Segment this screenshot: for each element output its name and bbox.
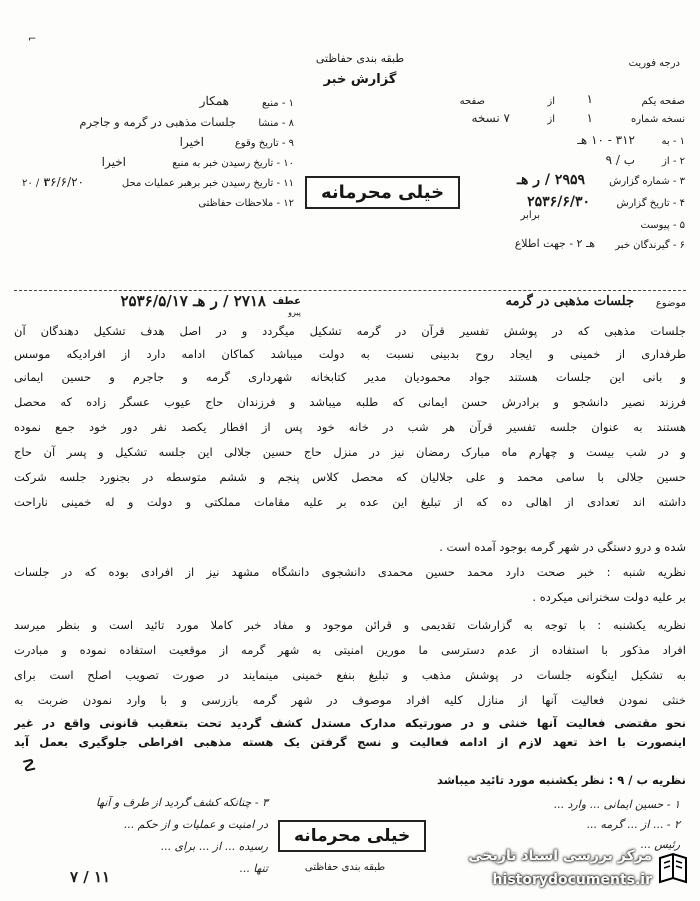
subject-value: جلسات مذهبی در گرمه xyxy=(505,294,634,309)
watermark-url: historydocuments.ir xyxy=(492,872,652,888)
body-line: داشته اند تعدادی از اهالی ده که از تبلیغ این عده بر علیه مقامات مملکتی و دولت و له خمینی ناراحت xyxy=(14,495,686,509)
source-field: ۱ - منبع همکار xyxy=(199,94,294,109)
urgency-label: درجه فوریت xyxy=(628,58,680,69)
handwritten-note-right: ۲ - ... از ... گرمه ... xyxy=(586,818,680,831)
occurrence-date-field: ۹ - تاریخ وقوع اخیرا xyxy=(179,135,294,149)
reference-sub-label: پیرو xyxy=(288,308,301,317)
body-line: فرزند نصیر دانشجو و برادرش حسن ایمانی که طلبه میباشد و فرزندان حاج عیوب عسگر زاده که محصل xyxy=(14,395,686,409)
body-line: و بانی این جلسات هستند جواد محمودیان مدیر کتابخانه شهرداری گرمه و جاجرم و حسین ایمانی xyxy=(14,370,686,384)
handwritten-note-right: رئیس ... xyxy=(640,838,680,851)
watermark-org: مرکز بررسی اسناد تاریخی xyxy=(468,848,652,864)
opinion-sunday-cont: افراد مذکور با استفاده از عدم دسترسی ما مورین امنیتی به شهر گرمه از موقعیت استفاده نموده و مبادرت xyxy=(14,643,686,657)
handwritten-signature: ☡ xyxy=(22,756,37,775)
watermark xyxy=(420,846,690,896)
bottom-classification-stamp: خیلی محرمانه xyxy=(278,820,426,852)
handwritten-note-left: رسیده ... از ... برای ... xyxy=(160,840,268,853)
reference-value: ۲۷۱۸ / ر هـ ۲۵۳۶/۵/۱۷ xyxy=(120,292,266,310)
copy-number-field: نسخه شماره ۱ از ۷ نسخه xyxy=(471,111,685,125)
subject-row xyxy=(14,292,686,316)
source-receipt-date-field: ۱۰ - تاریخ رسیدن خبر به منبع اخیرا xyxy=(101,155,294,169)
to-field: ۱ - به ۳۱۲ - ۱۰ هـ xyxy=(577,133,685,147)
security-notes-field: ۱۲ - ملاحظات حفاظتی xyxy=(198,198,294,209)
handwritten-note-left: در امنیت و عملیات و از حکم ... xyxy=(123,818,268,831)
watermark-book-icon xyxy=(656,850,690,888)
report-number-field: ۳ - شماره گزارش ۲۹۵۹ / ر هـ xyxy=(516,172,685,188)
classification-label: طبقه بندی حفاظتی xyxy=(315,52,405,65)
opinion-sunday-cont: اینصورت با اخذ تعهد لازم از ادامه فعالیت و نسج گرفتن یک هسته مذهبی افراطی جلوگیری بعمل آید xyxy=(14,735,686,749)
top-classification-stamp: خیلی محرمانه xyxy=(305,176,460,209)
body-line: و در شب بیست و چهارم ماه مبارک رمضان نیز در منزل حاج حسین جلالی این جلسه تشکیل و پسر آن حاج xyxy=(14,445,686,459)
report-date-field: ۴ - تاریخ گزارش ۲۵۳۶/۶/۳۰ xyxy=(527,194,685,210)
body-line: حسین جلالی با سامی محمد و علی جلالیان که محصل کلاس پنجم و ششم متوسطه در بجنورد جلسه شرکت xyxy=(14,470,686,484)
handwritten-number: ۷ / ۱۱ xyxy=(70,868,111,886)
body-line: جلسات مذهبی که در پوشش تفسیر قرآن در گرمه تشکیل میگردد و در اصل هدف تشکیل دهندگان آن xyxy=(14,324,686,338)
corner-fold-mark: ⌐ xyxy=(28,34,37,45)
side-note: برابر xyxy=(520,210,540,221)
handler-receipt-date-field: ۱۱ - تاریخ رسیدن خبر برهبر عملیات محل ۳۶/۶/۲۰ xyxy=(43,175,294,189)
attachment-field: ۵ - پیوست برابر xyxy=(520,210,685,231)
report-title: گزارش خبر xyxy=(323,72,397,87)
opinion-sunday-cont: نحو مقتضی فعالیت آنها خنثی و در صورتیکه مدارک مستدل کشف گردید تحت بتعقیب قانونی واقع در غیر xyxy=(14,716,686,730)
body-line: هستند به عنوان جلسه تفسیر قرآن هر شب در خانه خود پس از افطار یکصد نفر دور خود جمع نموده xyxy=(14,420,686,434)
recipients-field: ۶ - گیرندگان خبر هـ ۲ - جهت اطلاع xyxy=(514,237,685,251)
from-field: ۲ - از ب / ۹ xyxy=(605,153,685,167)
reference-label: عطف xyxy=(272,296,301,307)
bottom-classification-label: طبقه بندی حفاظتی xyxy=(304,862,386,873)
opinion-sunday-cont: به تشکیل اینگونه جلسات در پوشش مذهب و تبلیغ بنفع خمینی مینمایند در صورت تصویب اصلح است برای xyxy=(14,668,686,682)
handwritten-note-left: ۳ - چنانکه کشف گردید از طرف و آنها xyxy=(95,796,268,809)
opinion-saturday: نظریه شنبه : خبر صحت دارد محمد حسین محمدی دانشجوی دانشگاه مشهد نیز از افرادی بوده که در جلسات xyxy=(14,565,686,579)
handwritten-corner-note: ۲۰ / ۱ xyxy=(22,178,48,189)
body-line: شده و درو دستگی در شهر گرمه بوجود آمده است . xyxy=(439,540,686,554)
subject-rule xyxy=(14,290,686,291)
origin-field: ۸ - منشا جلسات مذهبی در گرمه و جاجرم xyxy=(79,115,294,129)
page-field: صفحه یکم ۱ از صفحه xyxy=(459,92,685,107)
opinion-saturday-cont: بر علیه دولت سخنرانی میکرده . xyxy=(532,590,686,604)
opinion-final: نظریه ب / ۹ : نظر یکشنبه مورد تائید میباشد xyxy=(436,773,686,787)
body-line: طرفداری از خمینی و ایجاد روح بدبینی نسبت به دولت میباشد کماکان ادامه دارد از افرادیکه موسس xyxy=(14,347,686,361)
subject-label: موضوع xyxy=(655,298,686,309)
opinion-sunday: نظریه یکشنبه : با توجه به گزارشات تقدیمی و قرائن موجود و مفاد خبر کاملا مورد تائید است و بنظر میرسد xyxy=(14,618,686,632)
handwritten-note-right: ۱ - حسین ایمانی ... وارد ... xyxy=(553,798,680,811)
handwritten-note-left: تنها ... xyxy=(239,862,268,875)
opinion-sunday-cont: خنثی نمودن فعالیت آنها از منازل کلیه افراد موصوف در شهر گرمه بازرسی و با وارد نمودن ضربت به xyxy=(14,693,686,707)
